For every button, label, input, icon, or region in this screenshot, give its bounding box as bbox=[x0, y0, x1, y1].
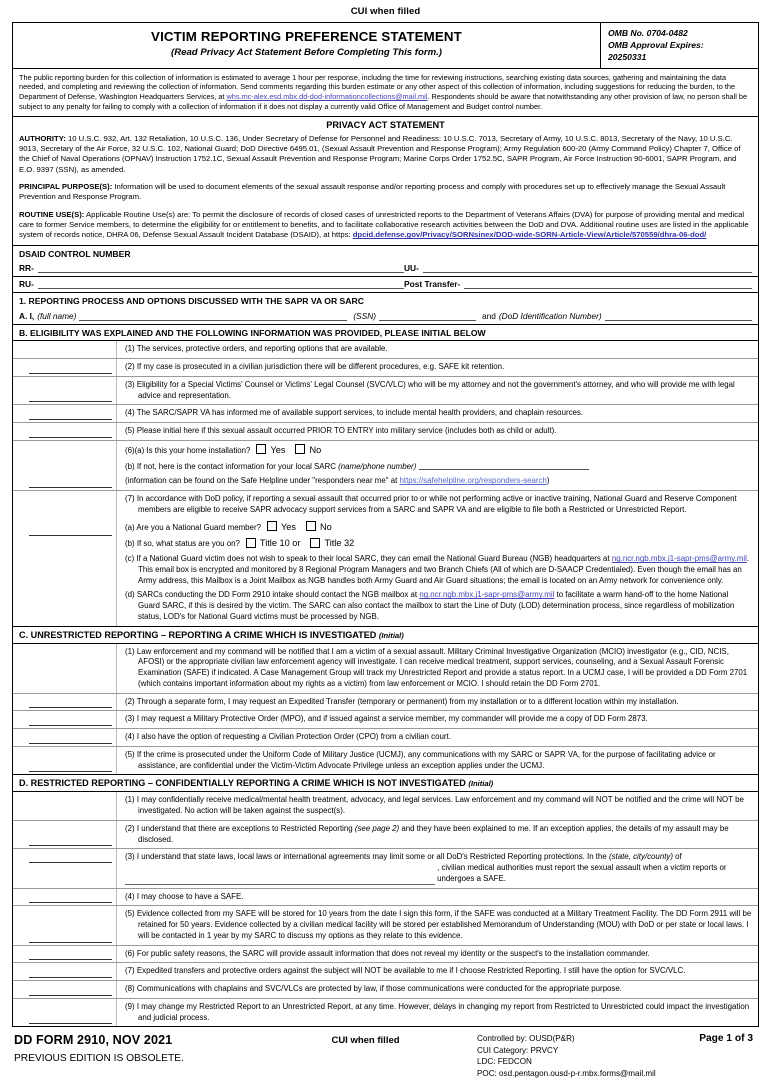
controlled-by: Controlled by: OUSD(P&R) bbox=[477, 1034, 575, 1044]
full-name-input[interactable] bbox=[79, 310, 347, 321]
initial-slot[interactable] bbox=[13, 377, 117, 405]
initial-slot[interactable] bbox=[13, 405, 117, 422]
purpose-text: Information will be used to document elements of the sexual assault response and/or reporting process and comply with procedures set up to effectively manage the Sexual Assault Prevention and Response Program. bbox=[19, 181, 726, 202]
initial-slot[interactable] bbox=[13, 729, 117, 746]
item-num: (4) bbox=[125, 891, 135, 901]
section-c-initial-hint: (Initial) bbox=[378, 630, 404, 640]
dsaid-rr-input[interactable] bbox=[38, 262, 404, 273]
item-text: If my case is prosecuted in a civilian jurisdiction there will be different procedures, e.g. SAFE kit retention. bbox=[136, 362, 505, 372]
cui-banner-top: CUI when filled bbox=[350, 6, 421, 17]
ldc: LDC: FEDCON bbox=[477, 1057, 532, 1067]
section-b-item-5 bbox=[13, 423, 758, 441]
page-title: VICTIM REPORTING PREFERENCE STATEMENT bbox=[151, 29, 462, 44]
and-label: and bbox=[482, 311, 496, 322]
initial-slot[interactable] bbox=[13, 359, 117, 376]
privacy-routine-use bbox=[19, 210, 752, 241]
item-text: Communications with chaplains and SVC/VLCs are protected by law, if those communications were conducted for the appropriate purpose. bbox=[136, 984, 622, 994]
form-identifier: DD FORM 2910, NOV 2021 bbox=[14, 1033, 173, 1048]
dsaid-block bbox=[13, 246, 758, 293]
item-num: (4) bbox=[125, 408, 135, 418]
section-d-item-7 bbox=[13, 963, 758, 981]
section-d-item-4 bbox=[13, 889, 758, 907]
full-name-hint: (full name) bbox=[37, 311, 77, 322]
initial-slot[interactable] bbox=[13, 999, 117, 1027]
item-text: If the crime is prosecuted under the Uniform Code of Military Justice (UCMJ), any communications with my SARC or SAPR VA, for the purpose of facilitating advice or assistance, are confidential under the Victim-Victim Advocate Privilege unless an exception applies under the UCMJ. bbox=[136, 749, 716, 770]
footer-center bbox=[264, 1033, 467, 1046]
omb-block bbox=[600, 23, 758, 68]
item-text-post: and they have been explained to me. If an exception applies, the details of my assault may be disclosed. bbox=[138, 823, 729, 844]
section-c-heading bbox=[13, 627, 758, 644]
dodid-input[interactable] bbox=[605, 310, 752, 321]
form-footer bbox=[12, 1027, 759, 1079]
item-num: (1) bbox=[125, 344, 135, 354]
item-text: Evidence collected from my SAFE will be stored for 10 years from the date I sign this form, if the SAFE was conducted at a Military Treatment Facility. The DD Form 2911 will be retained for 50 years. Evidence collected by a civilian medical facility will be stored per established Memorandum of Understanding (MOU) with DoD or per state or local laws. I will be contacted in 1 year by my SARC to discuss my options as they relate to this evidence. bbox=[136, 909, 752, 940]
section-c-item-4 bbox=[13, 729, 758, 747]
form-frame bbox=[12, 22, 759, 1027]
item-text-post: of bbox=[672, 852, 682, 862]
item-text: For public safety reasons, the SARC will provide assault information that does not reveal my identity or the suspect's to the installation commander. bbox=[136, 948, 650, 958]
section-d-item-6 bbox=[13, 946, 758, 964]
national-guard-no-checkbox[interactable] bbox=[306, 521, 316, 531]
title-10-label: Title 10 or bbox=[259, 538, 301, 549]
item-num: (2) bbox=[125, 823, 135, 833]
item-text: The services, protective orders, and reporting options that are available. bbox=[136, 344, 388, 354]
initial-slot[interactable] bbox=[13, 889, 117, 906]
omb-expires-label: OMB Approval Expires: bbox=[608, 39, 704, 50]
section-b-item-7 bbox=[13, 491, 758, 627]
ngb-email-link[interactable]: ng.ncr.ngb.mbx.j1-sapr-pms@army.mil bbox=[611, 554, 747, 564]
dsaid-rr-label: RR- bbox=[19, 263, 34, 274]
section-c-item-1 bbox=[13, 644, 758, 694]
item-7d-post: to facilitate a warm hand-off to the home National Guard SARC, if this is desired by the victim. The SARC can also contact the mailbox to start the Line of Duty (LOD) determination process, since regardless of mobilization status, LOD's for National Guard victims must be processed by NGB. bbox=[138, 590, 735, 621]
home-installation-yes-checkbox[interactable] bbox=[256, 444, 266, 454]
item-text: The SARC/SAPR VA has informed me of available support services, to include mental health providers, and chaplain resources. bbox=[136, 408, 584, 418]
item-num: (5) bbox=[125, 426, 135, 436]
section-c-item-5 bbox=[13, 747, 758, 776]
initial-slot[interactable] bbox=[13, 694, 117, 711]
item-7d-num: (d) bbox=[125, 590, 135, 600]
item-7-num: (7) bbox=[125, 494, 135, 504]
section-d-item-3 bbox=[13, 849, 758, 888]
initial-slot[interactable] bbox=[13, 644, 117, 693]
footer-left bbox=[14, 1033, 264, 1064]
item-7d-pre: SARCs conducting the DD Form 2910 intake should contact the NGB mailbox at bbox=[136, 590, 420, 600]
previous-edition-note: PREVIOUS EDITION IS OBSOLETE. bbox=[14, 1053, 184, 1065]
item-num: (5) bbox=[125, 749, 135, 759]
item-text-pre: I understand that state laws, local laws or international agreements may limit some or all DoD's Restricted Reporting protections. In the bbox=[136, 852, 609, 862]
omb-expires-value: 20250331 bbox=[608, 51, 647, 62]
initial-slot[interactable] bbox=[13, 711, 117, 728]
section-c-item-3 bbox=[13, 711, 758, 729]
title-32-label: Title 32 bbox=[324, 538, 355, 549]
dodid-hint: (DoD Identification Number) bbox=[498, 311, 602, 322]
initial-slot[interactable] bbox=[13, 849, 117, 887]
section-1-a-label: A. I, bbox=[19, 311, 35, 322]
initial-slot[interactable] bbox=[13, 441, 117, 490]
item-6a-text: (6)(a) Is this your home installation? bbox=[125, 445, 251, 455]
dsaid-uu-label: UU- bbox=[404, 263, 419, 274]
item-text: I may choose to have a SAFE. bbox=[136, 891, 244, 901]
item-text: I may confidentially receive medical/mental health treatment, advocacy, and legal services. Law enforcement and my command will NOT be notified and the crime will NOT be investigated. No action will be taken against the suspect(s). bbox=[136, 795, 744, 816]
item-7a-text: (a) Are you a National Guard member? bbox=[125, 522, 261, 532]
item-text: I may change my Restricted Report to an Unrestricted Report, at any time. However, delays in changing my report from Restricted to Unrestricted could impact the investigation and judicial process. bbox=[136, 1001, 750, 1022]
section-c-title: C. UNRESTRICTED REPORTING – REPORTING A CRIME WHICH IS INVESTIGATED bbox=[19, 629, 377, 640]
section-d-title: D. RESTRICTED REPORTING – CONFIDENTIALLY REPORTING A CRIME WHICH IS NOT INVESTIGATED bbox=[19, 778, 466, 789]
dsaid-uu-input[interactable] bbox=[423, 262, 752, 273]
privacy-authority bbox=[19, 134, 752, 175]
item-num: (1) bbox=[125, 646, 135, 656]
section-c-item-2 bbox=[13, 694, 758, 712]
item-text-tail: , civilian medical authorities must report the sexual assault when a victim reports or undergoes a SAFE. bbox=[437, 863, 727, 883]
item-num: (1) bbox=[125, 795, 135, 805]
ssn-input[interactable] bbox=[379, 310, 476, 321]
section-d-item-5 bbox=[13, 906, 758, 945]
item-text-pre: I understand that there are exceptions to Restricted Reporting bbox=[136, 823, 355, 833]
dsaid-rr-group bbox=[19, 262, 404, 273]
title-10-checkbox[interactable] bbox=[246, 538, 256, 548]
item-7b-text: (b) If so, what status are you on? bbox=[125, 539, 240, 549]
item-text-ital: (state, city/county) bbox=[608, 852, 673, 862]
yes-label: Yes bbox=[280, 521, 296, 532]
item-num: (2) bbox=[125, 362, 135, 372]
item-num: (9) bbox=[125, 1001, 135, 1011]
item-text: Through a separate form, I may request an Expedited Transfer (temporary or permanent) from my installation or to a different location within my installation. bbox=[136, 696, 679, 706]
national-guard-yes-checkbox[interactable] bbox=[267, 521, 277, 531]
dsaid-uu-group bbox=[404, 262, 752, 273]
initial-slot[interactable] bbox=[13, 747, 117, 775]
burden-statement bbox=[13, 69, 758, 117]
privacy-act-title: PRIVACY ACT STATEMENT bbox=[326, 119, 445, 130]
item-6b-text: (b) If not, here is the contact information for your local SARC bbox=[125, 461, 336, 471]
section-b-heading: B. ELIGIBILITY WAS EXPLAINED AND THE FOLLOWING INFORMATION WAS PROVIDED, PLEASE INITIAL BELOW bbox=[13, 325, 758, 341]
item-7c-pre: If a National Guard victim does not wish to speak to their local SARC, they can email the National Guard Bureau (NGB) headquarters at bbox=[136, 554, 612, 564]
section-b-item-4 bbox=[13, 405, 758, 423]
initial-slot[interactable] bbox=[13, 423, 117, 440]
section-1-name-row bbox=[13, 308, 758, 325]
dsaid-ru-group bbox=[19, 278, 404, 289]
initial-slot[interactable] bbox=[13, 821, 117, 849]
routine-text: Applicable Routine Use(s) are: To permit the disclosure of records of closed cases of unrestricted reports to the Department of Veterans Affairs (DVA) for purpose of providing mental and medical care to former Service members, to determine the eligibility for or entitlement to benefits, and to facilitate collaborative research activities between the DoD and DVA. Additional routine uses are listed in the applicable system of records notice, DHRA 06, Defense Sexual Assault Incident Database (DSAID), at https: bbox=[19, 209, 749, 240]
item-6b-hint: (name/phone number) bbox=[338, 461, 417, 471]
ngb-email-link-2[interactable]: ng.ncr.ngb.mbx.j1-sapr-pms@army.mil bbox=[419, 590, 555, 600]
page-number: Page 1 of 3 bbox=[699, 1033, 753, 1045]
section-b-item-3 bbox=[13, 377, 758, 406]
cui-banner-bottom: CUI when filled bbox=[331, 1035, 400, 1047]
cui-category: CUI Category: PRVCY bbox=[477, 1045, 559, 1055]
authority-label: AUTHORITY: bbox=[19, 133, 66, 143]
item-text: I may request a Military Protective Order (MPO), and if issued against a service member, my commander will provide me a copy of DD Form 2873. bbox=[136, 714, 648, 724]
section-d-item-8 bbox=[13, 981, 758, 999]
section-d-initial-hint: (Initial) bbox=[468, 779, 494, 789]
item-num: (3) bbox=[125, 379, 135, 389]
safe-helpline-link[interactable]: https://safehelpline.org/responders-search bbox=[399, 476, 547, 486]
privacy-purpose bbox=[19, 182, 752, 203]
dsaid-sorn-link[interactable]: dpcid.defense.gov/Privacy/SORNsinex/DOD-wide-SORN-Article-View/Article/570559/dhra-06-dod/ bbox=[352, 230, 707, 240]
purpose-label: PRINCIPAL PURPOSE(S): bbox=[19, 181, 113, 191]
burden-tail: . Respondents should be aware that notwithstanding any other provision of law, no person shall be subject to any penalty for failing to comply with a collection of information if it does not display a currently valid Office of Management and Budget control number. bbox=[19, 92, 748, 111]
item-7-text: In accordance with DoD policy, if reporting a sexual assault that occurred prior to or while not performing active or inactive training, National Guard and Reserve Component members are eligible to receive SAPR advocacy support services from a SARC and SAPR VA and are eligible to file both a Restricted or Unrestricted Report. bbox=[136, 494, 737, 514]
initial-slot[interactable] bbox=[13, 981, 117, 998]
item-num: (2) bbox=[125, 696, 135, 706]
title-block bbox=[13, 23, 600, 68]
poc: POC: osd.pentagon.ousd-p-r.mbx.forms@mail.mil bbox=[477, 1068, 656, 1078]
initial-slot[interactable] bbox=[13, 491, 117, 626]
privacy-act-section bbox=[13, 117, 758, 247]
item-text: Law enforcement and my command will be notified that I am a victim of a sexual assault. Military Criminal Investigative Organization (MCIO) investigator (e.g., CID, NCIS, AFOSI) or the appropriate civilian law enforcement agency will investigate. I can receive medical treatment, support services, counseling, and a Sexual Assault Forensic Examination (SAFE) if indicated. A Case Management Group will track my Unrestricted Report and provide a status report. In a UCMJ case, I will be provided a DD Form 2701 (which contains important information about my rights as a victim) from law enforcement or MCIO. I should retain the DD Form 2701. bbox=[136, 646, 748, 688]
dsaid-heading: DSAID CONTROL NUMBER bbox=[19, 248, 131, 259]
no-label: No bbox=[309, 444, 322, 455]
section-1-heading: 1. REPORTING PROCESS AND OPTIONS DISCUSSED WITH THE SAPR VA OR SARC bbox=[19, 295, 364, 306]
authority-text: 10 U.S.C. 932, Art. 132 Retaliation, 10 U.S.C. 136, Under Secretary of Defense for Personnel and Readiness: 10 U.S.C. 7013, Secretary of Army, 10 U.S.C. 8013, Secretary of the Navy, 10 U.S.C. 9013, Secretary of the Air Force, 32 U.S.C. 102, National Guard; DoD Directive 6495.01, (Sexual Assault Prevention and Response Program); Army Regulation 600-20 (Army Command Policy) Chapter 7, Office of the Chief of Naval Operations (OPNAV) Instruction 1752.1C, Sexual Assault Prevention and Response Program; Marine Corps Order 1752.5C, SAPR Program, Air Force Instruction 90-6001, SAPR Program, and E.O. 9397 (SSN), as amended. bbox=[19, 133, 741, 174]
section-d-item-2 bbox=[13, 821, 758, 850]
yes-label: Yes bbox=[270, 444, 286, 455]
item-text: I also have the option of requesting a Civilian Protection Order (CPO) from a civilian court. bbox=[136, 732, 451, 742]
item-num: (4) bbox=[125, 732, 135, 742]
item-text: Please initial here if this sexual assault occurred PRIOR TO ENTRY into military service (includes both as child or adult). bbox=[136, 426, 557, 436]
item-6b-note-pre: (information can be found on the Safe Helpline under "responders near me" at bbox=[125, 476, 400, 486]
title-row bbox=[13, 23, 758, 69]
section-d-heading bbox=[13, 775, 758, 792]
burden-email-link[interactable]: whs.mc-alex.esd.mbx.dd-dod-informationcollections@mail.mil bbox=[226, 92, 428, 102]
dsaid-post-transfer-group bbox=[404, 278, 752, 289]
item-num: (3) bbox=[125, 852, 135, 862]
routine-label: ROUTINE USE(S): bbox=[19, 209, 85, 219]
item-num: (7) bbox=[125, 966, 135, 976]
initial-slot[interactable] bbox=[13, 341, 117, 358]
item-num: (6) bbox=[125, 948, 135, 958]
section-b-item-6 bbox=[13, 441, 758, 491]
section-b-item-1 bbox=[13, 341, 758, 359]
omb-number: OMB No. 0704-0482 bbox=[608, 28, 688, 38]
dsaid-row-1 bbox=[13, 261, 758, 277]
dsaid-post-transfer-label: Post Transfer- bbox=[404, 279, 461, 290]
burden-text: The public reporting burden for this collection of information is estimated to average 1 hour per response, including the time for reviewing instructions, searching existing data sources, gathering and maintaining the data needed, and completing and reviewing the collection of information. Send comments regarding this burden estimate or any other aspect of this collection of information, including suggestions for reducing the burden, to the Department of Defense, Washington Headquarters Services, at bbox=[19, 72, 736, 102]
item-7c-post: . This email box is encrypted and monitored by 8 Regional Program Managers and two Branch Chiefs (All of which are D-SAACP Credentialed). Even though the email has an Army address, this Mailbox is a Joint Mailbox as NGB handles both Army Guard and Air Guard situations; the email is located on an Army network for convenience only. bbox=[138, 554, 750, 585]
initial-slot[interactable] bbox=[13, 906, 117, 944]
dsaid-ru-label: RU- bbox=[19, 279, 34, 290]
initial-slot[interactable] bbox=[13, 946, 117, 963]
item-num: (8) bbox=[125, 984, 135, 994]
dsaid-row-2 bbox=[13, 277, 758, 293]
ssn-hint: (SSN) bbox=[353, 311, 377, 322]
footer-right bbox=[467, 1033, 757, 1079]
initial-slot[interactable] bbox=[13, 963, 117, 980]
dsaid-ru-input[interactable] bbox=[38, 278, 404, 289]
title-32-checkbox[interactable] bbox=[310, 538, 320, 548]
item-6b-note-post: ) bbox=[546, 476, 550, 486]
item-num: (3) bbox=[125, 714, 135, 724]
home-installation-no-checkbox[interactable] bbox=[295, 444, 305, 454]
state-city-county-input[interactable] bbox=[125, 875, 435, 885]
section-d-item-1 bbox=[13, 792, 758, 821]
item-text: Eligibility for a Special Victims' Counsel or Victims' Legal Counsel (SVC/VLC) who will be my attorney and not the government's attorney, and who will provide me with legal advice and representation. bbox=[136, 379, 735, 400]
item-num: (5) bbox=[125, 909, 135, 919]
page-subtitle: (Read Privacy Act Statement Before Completing This form.) bbox=[171, 47, 442, 58]
section-d-item-9 bbox=[13, 999, 758, 1027]
item-text-ital: (see page 2) bbox=[354, 823, 400, 833]
initial-slot[interactable] bbox=[13, 792, 117, 820]
item-7c-num: (c) bbox=[125, 554, 135, 564]
item-text: Expedited transfers and protective orders against the subject will NOT be available to me if I choose Restricted Reporting. I still have the option for SVC/VLC. bbox=[136, 966, 686, 976]
local-sarc-contact-input[interactable] bbox=[419, 461, 589, 470]
dsaid-post-transfer-input[interactable] bbox=[464, 278, 752, 289]
no-label: No bbox=[319, 521, 332, 532]
section-b-item-2 bbox=[13, 359, 758, 377]
